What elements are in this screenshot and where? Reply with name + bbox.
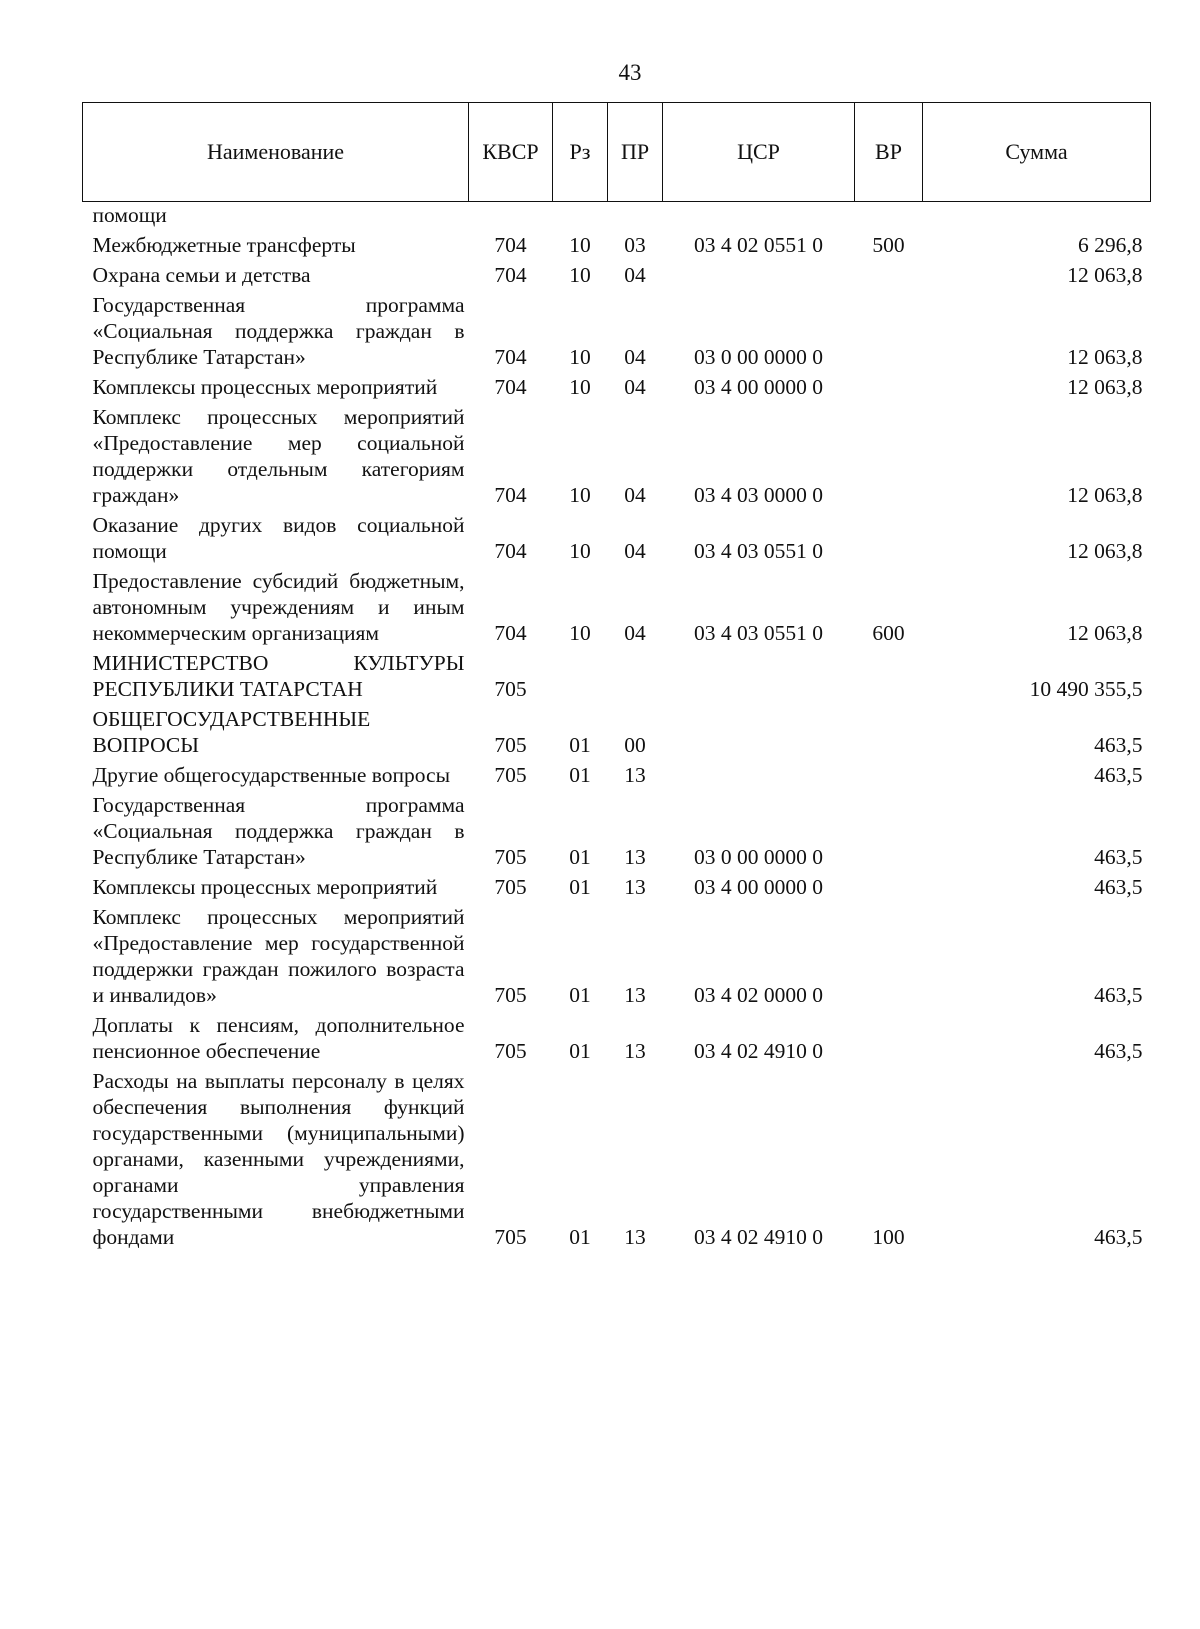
- column-header-pr: ПР: [608, 103, 663, 202]
- row-csr: 03 4 02 4910 0: [694, 1039, 823, 1063]
- row-csr: 03 4 03 0000 0: [694, 483, 823, 507]
- table-row: [83, 400, 1151, 508]
- row-kvsr: 704: [494, 621, 527, 645]
- table-row: [83, 788, 1151, 870]
- row-pr: 03: [624, 233, 646, 257]
- row-vr: [855, 900, 923, 1008]
- row-rz: 10: [569, 539, 591, 563]
- table-row: [83, 228, 1151, 258]
- row-csr: 03 4 02 0551 0: [694, 233, 823, 257]
- row-kvsr: 705: [494, 1039, 527, 1063]
- row-rz: 01: [569, 983, 591, 1007]
- row-rz: 10: [569, 621, 591, 645]
- row-rz: [553, 202, 608, 229]
- row-name: Государственная программа «Социальная поддержка граждан в Республике Татарстан»: [92, 293, 465, 369]
- row-name: Комплексы процессных мероприятий: [92, 375, 438, 399]
- row-csr: 03 4 03 0551 0: [694, 621, 823, 645]
- row-pr: 00: [624, 733, 646, 757]
- row-vr: [855, 870, 923, 900]
- row-vr: [855, 702, 923, 758]
- row-vr: [855, 400, 923, 508]
- row-name: МИНИСТЕРСТВО КУЛЬТУРЫ РЕСПУБЛИКИ ТАТАРСТАН: [92, 651, 465, 701]
- row-name: Охрана семьи и детства: [92, 263, 311, 287]
- column-header-kvsr: КВСР: [469, 103, 553, 202]
- row-name: Комплексы процессных мероприятий: [92, 875, 438, 899]
- row-name: Межбюджетные трансферты: [92, 233, 356, 257]
- table-row: [83, 508, 1151, 564]
- row-pr: 13: [624, 875, 646, 899]
- row-vr: [855, 370, 923, 400]
- row-sum: 12 063,8: [1067, 483, 1143, 507]
- row-name: помощи: [92, 203, 167, 227]
- row-pr: 13: [624, 983, 646, 1007]
- row-rz: 01: [569, 1225, 591, 1249]
- table-header-row: [83, 103, 1151, 202]
- row-csr: 03 0 00 0000 0: [694, 345, 823, 369]
- row-csr: [663, 258, 855, 288]
- table-row: [83, 646, 1151, 702]
- table-row: [83, 1064, 1151, 1250]
- table-row: [83, 1008, 1151, 1064]
- row-sum: [923, 202, 1151, 229]
- row-vr: [855, 646, 923, 702]
- row-vr: [855, 288, 923, 370]
- row-sum: 463,5: [1094, 1039, 1143, 1063]
- row-rz: 01: [569, 875, 591, 899]
- table-row: [83, 758, 1151, 788]
- row-rz: 01: [569, 845, 591, 869]
- row-sum: 463,5: [1094, 845, 1143, 869]
- page-number: 43: [618, 60, 642, 85]
- row-csr: 03 4 00 0000 0: [694, 875, 823, 899]
- row-sum: 12 063,8: [1067, 621, 1143, 645]
- row-kvsr: [469, 202, 553, 229]
- row-kvsr: 704: [494, 483, 527, 507]
- row-sum: 12 063,8: [1067, 375, 1143, 399]
- row-rz: 10: [569, 233, 591, 257]
- row-vr: [855, 508, 923, 564]
- row-rz: 10: [569, 345, 591, 369]
- row-csr: 03 0 00 0000 0: [694, 845, 823, 869]
- row-name: Предоставление субсидий бюджетным, автономным учреждениям и иным некоммерческим организациям: [92, 569, 465, 645]
- row-sum: 463,5: [1094, 763, 1143, 787]
- row-rz: 01: [569, 1039, 591, 1063]
- column-header-rz: Рз: [553, 103, 608, 202]
- row-pr: 04: [624, 345, 646, 369]
- row-kvsr: 705: [494, 845, 527, 869]
- row-kvsr: 705: [494, 875, 527, 899]
- row-name: Комплекс процессных мероприятий «Предоставление мер социальной поддержки отдельным категориям граждан»: [92, 405, 465, 507]
- row-name: Оказание других видов социальной помощи: [92, 513, 465, 563]
- row-rz: 10: [569, 375, 591, 399]
- row-sum: 10 490 355,5: [1029, 677, 1143, 701]
- row-kvsr: 705: [494, 983, 527, 1007]
- row-rz: [553, 646, 608, 702]
- row-kvsr: 704: [494, 345, 527, 369]
- row-pr: [608, 202, 663, 229]
- row-kvsr: 705: [494, 733, 527, 757]
- row-vr: [855, 202, 923, 229]
- row-vr: 100: [872, 1225, 905, 1249]
- table-row: [83, 288, 1151, 370]
- table-row: [83, 900, 1151, 1008]
- row-rz: 10: [569, 483, 591, 507]
- row-sum: 12 063,8: [1067, 345, 1143, 369]
- row-vr: 500: [872, 233, 905, 257]
- table-row: [83, 870, 1151, 900]
- row-csr: 03 4 03 0551 0: [694, 539, 823, 563]
- table-row: [83, 202, 1151, 229]
- row-vr: 600: [872, 621, 905, 645]
- row-sum: 12 063,8: [1067, 539, 1143, 563]
- row-csr: [663, 758, 855, 788]
- row-sum: 12 063,8: [1067, 263, 1143, 287]
- row-csr: [663, 702, 855, 758]
- row-kvsr: 704: [494, 263, 527, 287]
- row-csr: [663, 646, 855, 702]
- row-name: Доплаты к пенсиям, дополнительное пенсионное обеспечение: [92, 1013, 465, 1063]
- row-pr: 04: [624, 483, 646, 507]
- row-sum: 463,5: [1094, 875, 1143, 899]
- row-csr: 03 4 02 0000 0: [694, 983, 823, 1007]
- row-rz: 01: [569, 763, 591, 787]
- table-row: [83, 370, 1151, 400]
- row-pr: 13: [624, 763, 646, 787]
- column-header-sum: Сумма: [923, 103, 1151, 202]
- row-vr: [855, 788, 923, 870]
- row-sum: 463,5: [1094, 983, 1143, 1007]
- column-header-vr: ВР: [855, 103, 923, 202]
- row-kvsr: 705: [494, 763, 527, 787]
- table-row: [83, 702, 1151, 758]
- row-pr: 04: [624, 263, 646, 287]
- row-name: Комплекс процессных мероприятий «Предоставление мер государственной поддержки граждан пожилого возраста и инвалидов»: [92, 905, 465, 1007]
- row-pr: 13: [624, 845, 646, 869]
- row-pr: [608, 646, 663, 702]
- row-csr: 03 4 02 4910 0: [694, 1225, 823, 1249]
- row-vr: [855, 1008, 923, 1064]
- column-header-csr: ЦСР: [663, 103, 855, 202]
- row-name: ОБЩЕГОСУДАРСТВЕННЫЕ ВОПРОСЫ: [92, 707, 371, 757]
- row-pr: 04: [624, 375, 646, 399]
- row-kvsr: 704: [494, 233, 527, 257]
- table-row: [83, 258, 1151, 288]
- table-row: [83, 564, 1151, 646]
- row-kvsr: 705: [494, 677, 527, 701]
- row-kvsr: 705: [494, 1225, 527, 1249]
- column-header-name: Наименование: [83, 103, 469, 202]
- row-sum: 6 296,8: [1078, 233, 1143, 257]
- row-rz: 01: [569, 733, 591, 757]
- row-sum: 463,5: [1094, 1225, 1143, 1249]
- row-csr: 03 4 00 0000 0: [694, 375, 823, 399]
- row-pr: 04: [624, 539, 646, 563]
- row-csr: [663, 202, 855, 229]
- budget-table: [82, 102, 1151, 1250]
- row-name: Расходы на выплаты персоналу в целях обеспечения выполнения функций государственными (муниципальными) органами, казенными учреждениями, органами управления государственными внебюджетными фондами: [92, 1069, 465, 1249]
- row-rz: 10: [569, 263, 591, 287]
- row-sum: 463,5: [1094, 733, 1143, 757]
- row-vr: [855, 258, 923, 288]
- row-kvsr: 704: [494, 375, 527, 399]
- row-vr: [855, 758, 923, 788]
- row-kvsr: 704: [494, 539, 527, 563]
- row-pr: 13: [624, 1039, 646, 1063]
- row-name: Государственная программа «Социальная поддержка граждан в Республике Татарстан»: [92, 793, 465, 869]
- row-name: Другие общегосударственные вопросы: [92, 763, 451, 787]
- row-pr: 04: [624, 621, 646, 645]
- row-pr: 13: [624, 1225, 646, 1249]
